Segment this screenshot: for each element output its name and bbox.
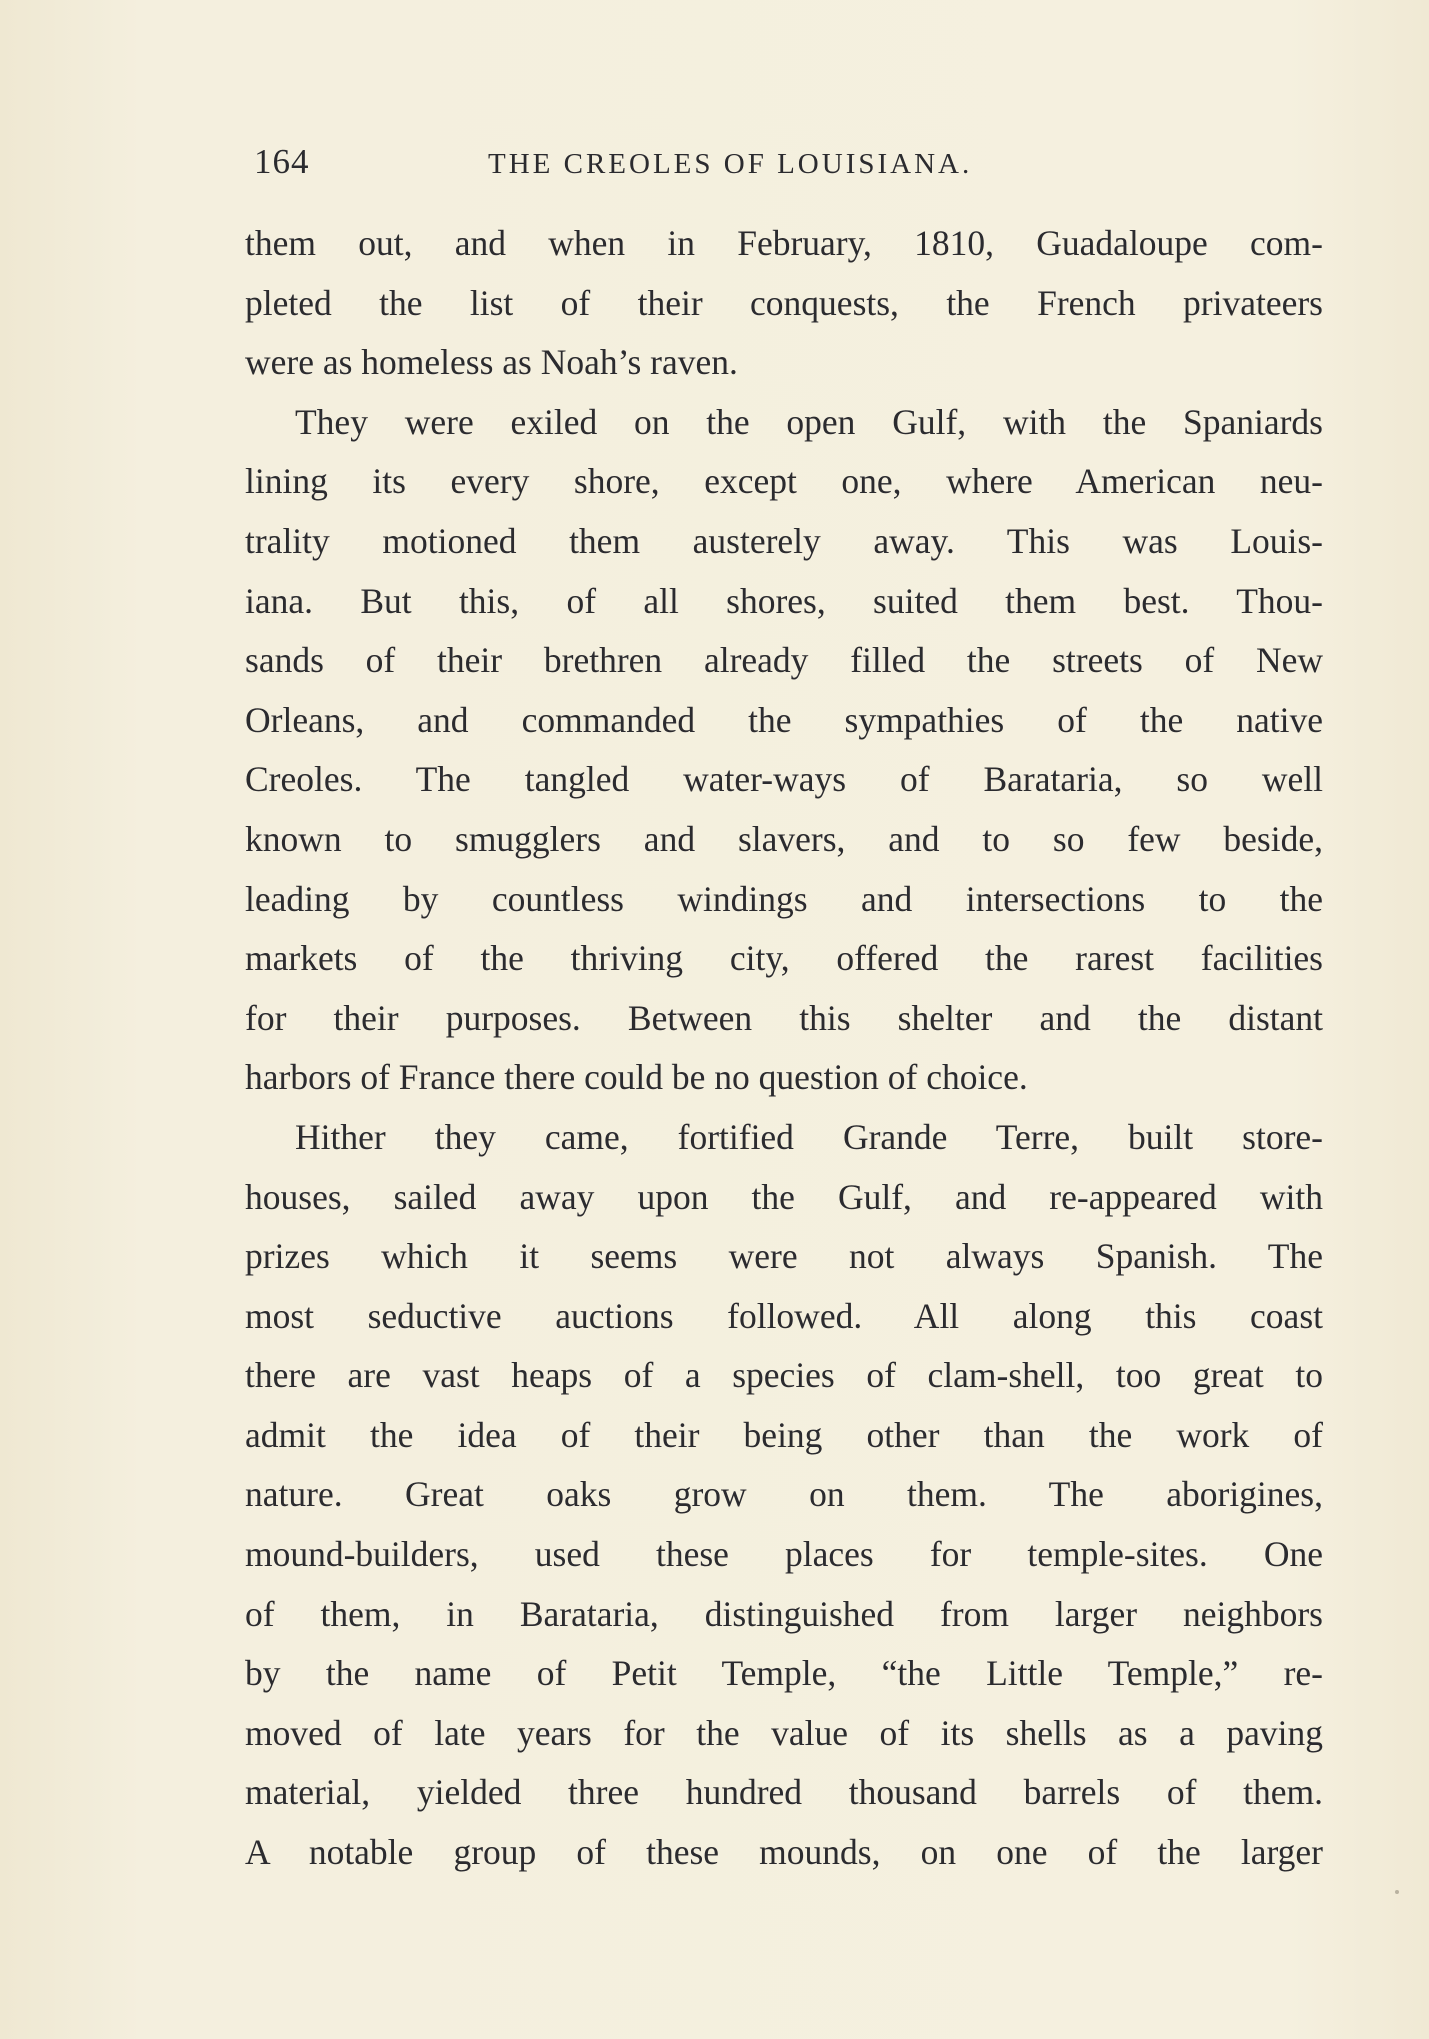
text-line: iana. But this, of all shores, suited them best. Thou- <box>245 580 1323 621</box>
text-line: Hither they came, fortified Grande Terre, built store- <box>295 1116 1323 1157</box>
text-line: for their purposes. Between this shelter and the distant <box>245 997 1323 1038</box>
text-line: A notable group of these mounds, on one of the larger <box>245 1832 1323 1873</box>
text-line: Creoles. The tangled water-ways of Barataria, so well <box>245 759 1323 800</box>
running-head: THE CREOLES OF LOUISIANA. <box>488 148 973 180</box>
text-line: them out, and when in February, 1810, Guadaloupe com- <box>245 223 1323 263</box>
page-number: 164 <box>254 142 310 181</box>
text-line: most seductive auctions followed. All along this coast <box>245 1295 1323 1336</box>
paper-speck <box>1395 1890 1399 1894</box>
text-line: markets of the thriving city, offered the rarest facilities <box>245 938 1323 979</box>
text-line: there are vast heaps of a species of clam-shell, too great to <box>245 1355 1323 1396</box>
text-line: houses, sailed away upon the Gulf, and re-appeared with <box>245 1176 1323 1217</box>
text-line: moved of late years for the value of its shells as a paving <box>245 1712 1323 1753</box>
text-line: harbors of France there could be no question of choice. <box>245 1057 1028 1098</box>
body-text <box>245 214 1323 1883</box>
text-line: of them, in Barataria, distinguished from larger neighbors <box>245 1593 1323 1634</box>
text-line: They were exiled on the open Gulf, with the Spaniards <box>295 401 1323 442</box>
text-line: lining its every shore, except one, where American neu- <box>245 461 1323 502</box>
text-line: prizes which it seems were not always Spanish. The <box>245 1236 1323 1277</box>
text-line: pleted the list of their conquests, the French privateers <box>245 282 1323 323</box>
text-line: material, yielded three hundred thousand barrels of them. <box>245 1772 1323 1813</box>
text-line: sands of their brethren already filled the streets of New <box>245 640 1323 681</box>
text-line: were as homeless as Noah’s raven. <box>245 342 738 383</box>
text-line: trality motioned them austerely away. This was Louis- <box>245 520 1323 561</box>
text-line: known to smugglers and slavers, and to so few beside, <box>245 818 1323 859</box>
text-line: leading by countless windings and intersections to the <box>245 878 1323 919</box>
page-header <box>250 140 1335 184</box>
text-line: admit the idea of their being other than the work of <box>245 1414 1323 1455</box>
text-line: Orleans, and commanded the sympathies of the native <box>245 699 1323 740</box>
text-line: by the name of Petit Temple, “the Little Temple,” re- <box>245 1653 1323 1694</box>
text-line: nature. Great oaks grow on them. The aborigines, <box>245 1474 1323 1515</box>
text-line: mound-builders, used these places for temple-sites. One <box>245 1534 1323 1575</box>
